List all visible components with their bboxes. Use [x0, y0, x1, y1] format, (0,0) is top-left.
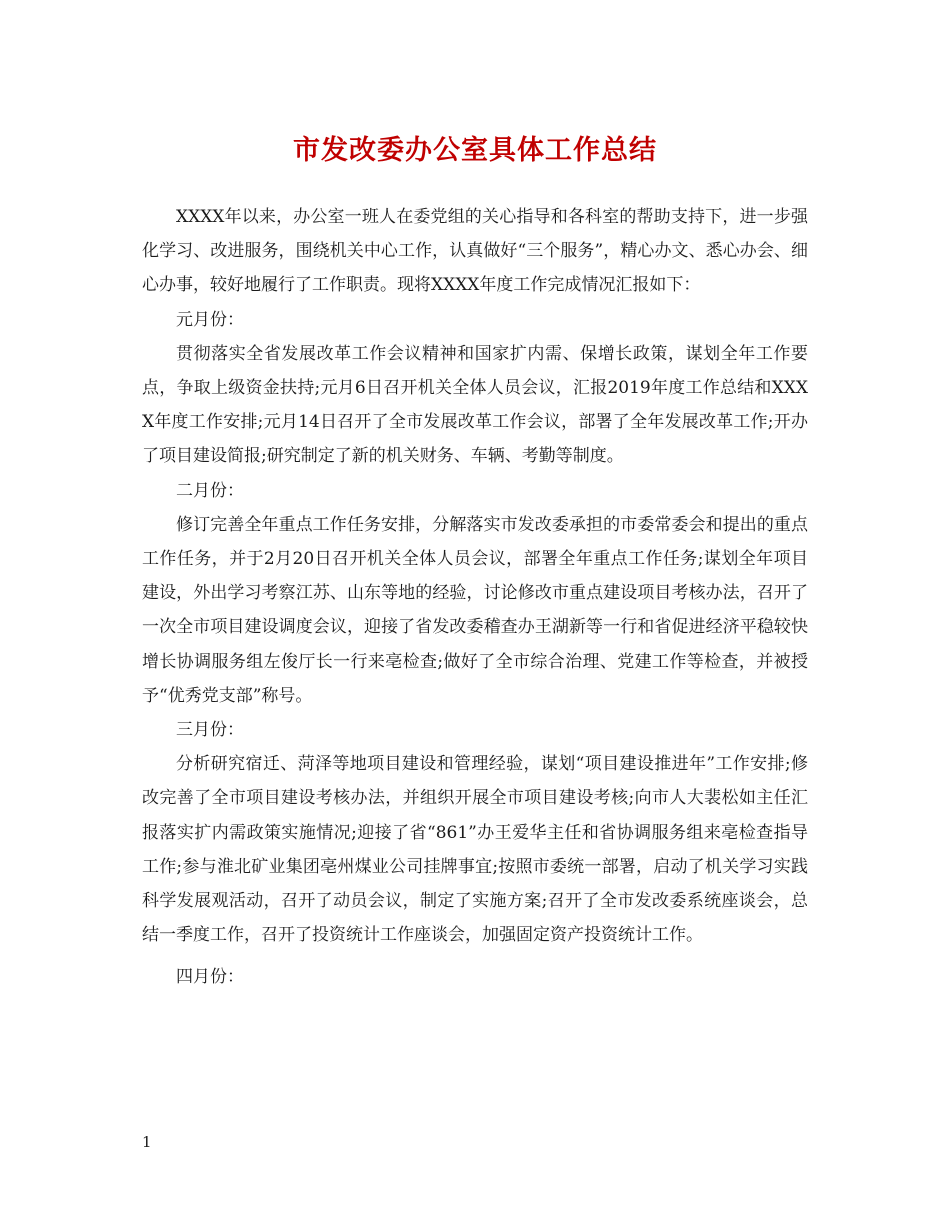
- section-heading-march: 三月份：: [176, 720, 244, 741]
- document-title: 市发改委办公室具体工作总结: [293, 135, 657, 166]
- section-heading-january: 元月份：: [176, 309, 244, 330]
- march-paragraph: 分析研究宿迁、菏泽等地项目建设和管理经验，谋划“项目建设推进年”工作安排;修改完善了全市项目建设考核办法，并组织开展全市项目建设考核;向市人大裴松如主任汇报落实扩内需政策实施情况;迎接了省“861”办王爱华主任和省协调服务组来亳检查指导工作;参与淮北矿业集团亳州煤业公司挂牌事宜;按照市委统一部署，启动了机关学习实践科学发展观活动，召开了动员会议，制定了实施方案;召开了全市发改委系统座谈会，总结一季度工作，召开了投资统计工作座谈会，加强固定资产投资统计工作。: [142, 754, 808, 946]
- section-heading-february: 二月份：: [176, 480, 244, 501]
- document-body: [142, 200, 808, 995]
- january-paragraph: 贯彻落实全省发展改革工作会议精神和国家扩内需、保增长政策，谋划全年工作要点，争取上级资金扶持;元月6日召开机关全体人员会议，汇报2019年度工作总结和XXXX年度工作安排;元月14日召开了全市发展改革工作会议，部署了全年发展改革工作;开办了项目建设简报;研究制定了新的机关财务、车辆、考勤等制度。: [142, 343, 808, 467]
- intro-paragraph: XXXX年以来，办公室一班人在委党组的关心指导和各科室的帮助支持下，进一步强化学习、改进服务，围绕机关中心工作，认真做好“三个服务”，精心办文、悉心办会、细心办事，较好地履行了工作职责。现将XXXX年度工作完成情况汇报如下：: [142, 207, 808, 296]
- february-paragraph: 修订完善全年重点工作任务安排，分解落实市发改委承担的市委常委会和提出的重点工作任务，并于2月20日召开机关全体人员会议，部署全年重点工作任务;谋划全年项目建设，外出学习考察江苏、山东等地的经验，讨论修改市重点建设项目考核办法，召开了一次全市项目建设调度会议，迎接了省发改委稽查办王湖新等一行和省促进经济平稳较快增长协调服务组左俊厅长一行来亳检查;做好了全市综合治理、党建工作等检查，并被授予“优秀党支部”称号。: [142, 514, 808, 706]
- section-heading-april: 四月份：: [176, 967, 244, 988]
- page-number: 1: [142, 1133, 152, 1151]
